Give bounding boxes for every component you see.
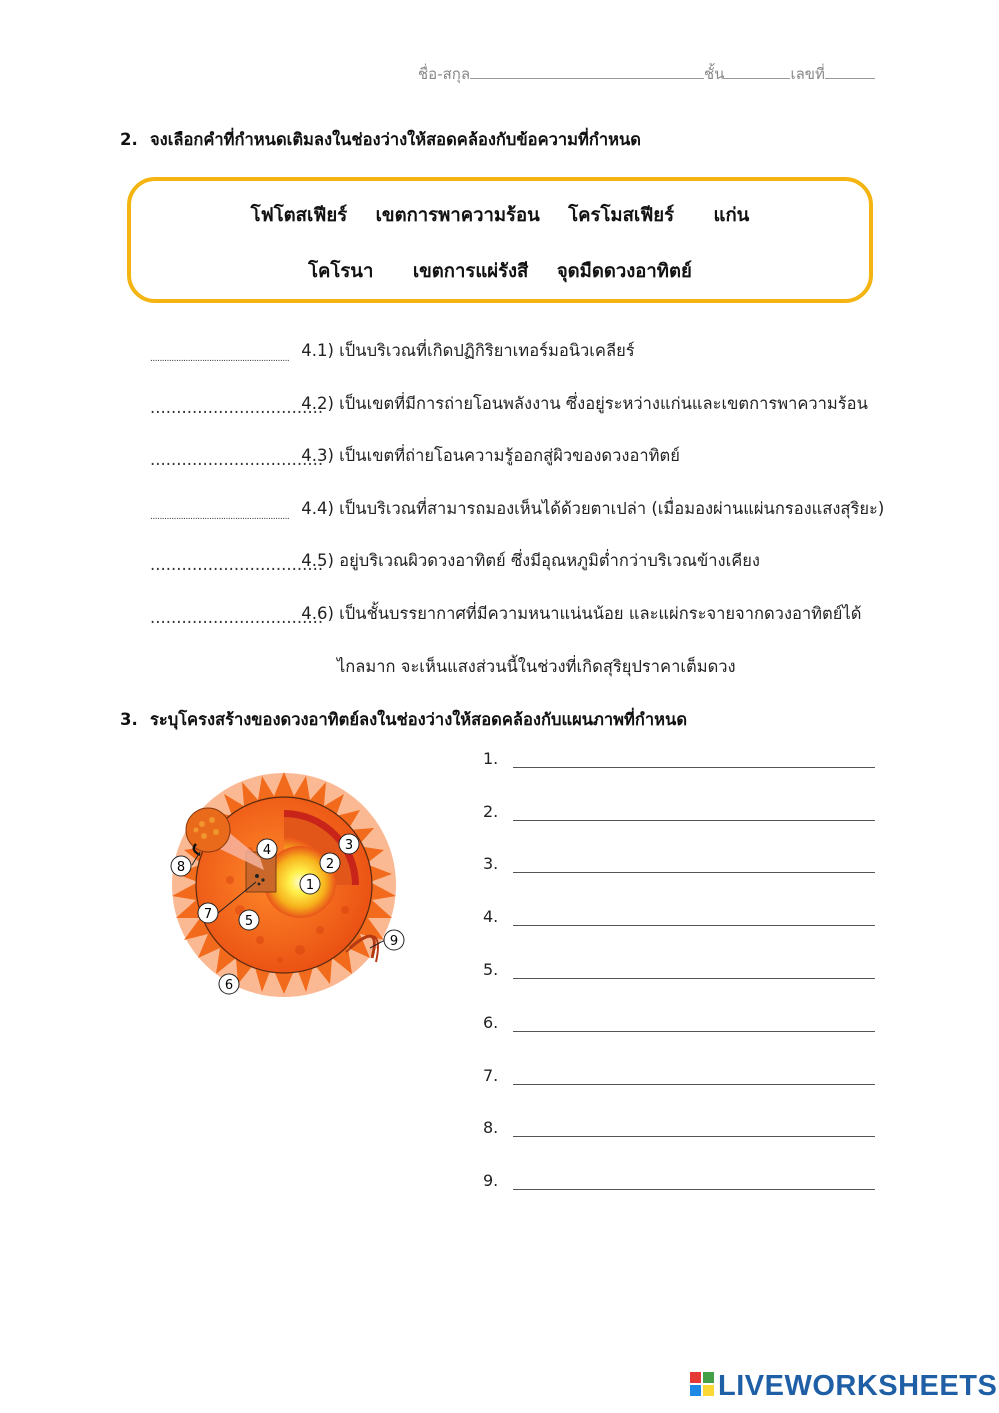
callout-9 [384, 930, 404, 950]
q3-instruction: ระบุโครงสร้างของดวงอาทิตย์ลงในช่องว่างให้สอดคล้องกับแผนภาพที่กำหนด [150, 710, 688, 729]
svg-text:5: 5 [244, 914, 254, 929]
item-text: 4.1) เป็นบริเวณที่เกิดปฏิกิริยาเทอร์มอนิวเคลียร์ [301, 341, 635, 360]
word-bank-row-1 [131, 201, 869, 230]
word-corona: โคโรนา [308, 261, 374, 282]
student-info-header [418, 62, 875, 86]
number-label: เลขที่ [790, 65, 825, 83]
answer-blank[interactable]: ................................. [150, 608, 324, 627]
answer-number: 1. [483, 749, 499, 768]
brand-text: LIVEWORKSHEETS [718, 1370, 998, 1402]
word-photosphere: โฟโตสเฟียร์ [250, 205, 348, 226]
q3-number: 3. [120, 710, 138, 729]
q2-number: 2. [120, 130, 138, 149]
item-text: 4.5) อยู่บริเวณผิวดวงอาทิตย์ ซึ่งมีอุณหภูมิต่ำกว่าบริเวณข้างเคียง [301, 551, 760, 570]
answer-number: 7. [483, 1066, 499, 1085]
magnified-granulation [186, 808, 230, 852]
word-bank-row-2 [131, 257, 869, 286]
answer-line-8[interactable] [483, 1118, 875, 1140]
answer-number: 9. [483, 1171, 499, 1190]
callout-3 [339, 834, 359, 854]
svg-text:8: 8 [176, 860, 186, 875]
answer-line-2[interactable] [483, 802, 875, 824]
word-convection-zone: เขตการพาความร้อน [375, 205, 540, 226]
answer-line-7[interactable] [483, 1066, 875, 1088]
number-blank[interactable] [825, 64, 875, 79]
item-text: 4.6) เป็นชั้นบรรยากาศที่มีความหนาแน่นน้อย และแผ่กระจายจากดวงอาทิตย์ได้ [301, 604, 862, 623]
q2-item [150, 443, 680, 469]
callout-8 [171, 856, 191, 876]
word-radiative-zone: เขตการแผ่รังสี [412, 261, 529, 282]
answer-number: 4. [483, 907, 499, 926]
q3-title [120, 707, 687, 733]
word-chromosphere: โครโมสเฟียร์ [568, 205, 675, 226]
answer-line-9[interactable] [483, 1171, 875, 1193]
item-text: 4.2) เป็นเขตที่มีการถ่ายโอนพลังงาน ซึ่งอยู่ระหว่างแก่นและเขตการพาความร้อน [301, 394, 868, 413]
item-text: 4.4) เป็นบริเวณที่สามารถมองเห็นได้ด้วยตาเปล่า (เมื่อมองผ่านแผ่นกรองแสงสุริยะ) [301, 499, 885, 518]
answer-line-1[interactable] [483, 749, 875, 771]
q2-item [150, 548, 760, 574]
sun-structure-diagram [160, 770, 430, 1020]
q2-title [120, 127, 641, 153]
item-6-continuation: ไกลมาก จะเห็นแสงส่วนนี้ในช่วงที่เกิดสุริยุปราคาเต็มดวง [337, 657, 736, 676]
word-core: แก่น [713, 205, 750, 226]
q2-item [150, 601, 861, 627]
class-blank[interactable] [724, 64, 790, 79]
answer-number: 3. [483, 854, 499, 873]
name-blank[interactable] [470, 64, 704, 79]
q2-item [150, 496, 884, 522]
callout-6 [219, 974, 239, 994]
svg-text:7: 7 [203, 907, 213, 922]
svg-text:3: 3 [344, 838, 354, 853]
answer-blank[interactable]: ........................................................... [150, 512, 290, 522]
callout-7 [198, 903, 218, 923]
answer-blank[interactable]: ........................................................... [150, 354, 290, 364]
svg-text:6: 6 [224, 978, 234, 993]
word-sunspot: จุดมืดดวงอาทิตย์ [556, 261, 692, 282]
answer-blank[interactable]: ................................. [150, 450, 324, 469]
answer-line-4[interactable] [483, 907, 875, 929]
answer-blank[interactable]: ................................. [150, 555, 324, 574]
item-text: 4.3) เป็นเขตที่ถ่ายโอนความรู้ออกสู่ผิวของดวงอาทิตย์ [301, 446, 680, 465]
answer-line-5[interactable] [483, 960, 875, 982]
q2-item [150, 338, 635, 364]
q2-instruction: จงเลือกคำที่กำหนดเติมลงในช่องว่างให้สอดคล้องกับข้อความที่กำหนด [150, 130, 642, 149]
q2-item [150, 391, 868, 417]
svg-text:2: 2 [325, 857, 335, 872]
name-label: ชื่อ-สกุล [418, 65, 471, 83]
answer-number: 5. [483, 960, 499, 979]
callout-5 [239, 910, 259, 930]
word-bank-box [127, 177, 873, 303]
callout-2 [320, 853, 340, 873]
callout-4 [257, 839, 277, 859]
svg-text:1: 1 [305, 878, 315, 893]
answer-number: 8. [483, 1118, 499, 1137]
answer-line-6[interactable] [483, 1013, 875, 1035]
callout-1 [300, 874, 320, 894]
answer-line-3[interactable] [483, 854, 875, 876]
svg-text:4: 4 [262, 843, 272, 858]
liveworksheets-logo-icon [690, 1372, 716, 1398]
class-label: ชั้น [704, 65, 725, 83]
answer-blank[interactable]: ................................. [150, 398, 324, 417]
answer-number: 6. [483, 1013, 499, 1032]
svg-text:9: 9 [389, 934, 399, 949]
answer-number: 2. [483, 802, 499, 821]
liveworksheets-brand [690, 1370, 997, 1403]
